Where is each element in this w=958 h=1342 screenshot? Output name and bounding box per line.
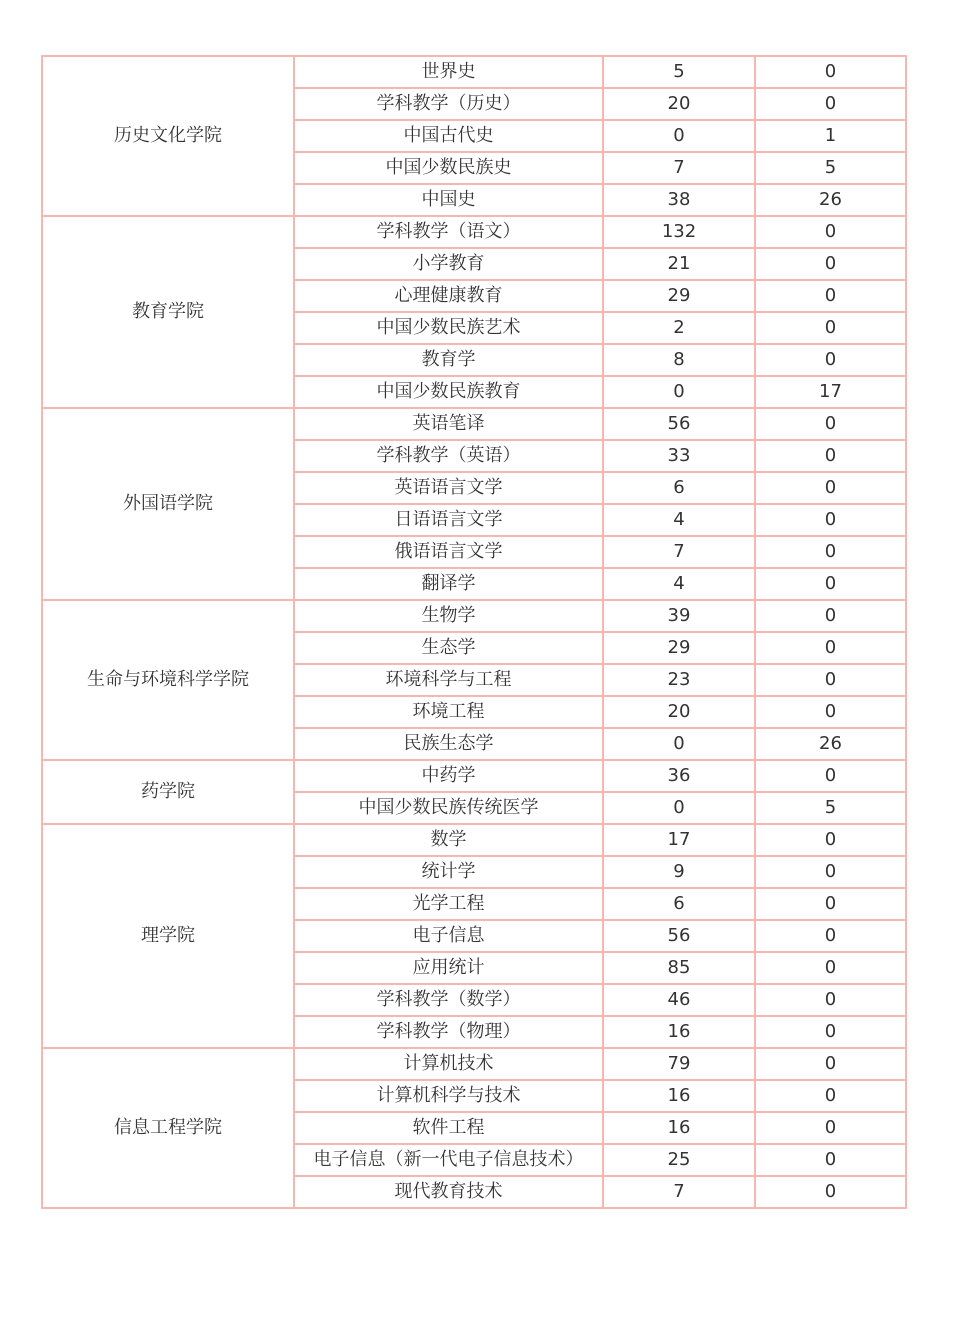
college-name-cell: 历史文化学院 bbox=[42, 56, 294, 216]
count-a-cell: 9 bbox=[603, 856, 755, 888]
count-a-cell: 6 bbox=[603, 888, 755, 920]
major-name-cell: 统计学 bbox=[294, 856, 603, 888]
major-name-cell: 中国少数民族艺术 bbox=[294, 312, 603, 344]
count-a-cell: 56 bbox=[603, 920, 755, 952]
count-b-cell: 0 bbox=[755, 600, 906, 632]
major-name-cell: 学科教学（历史） bbox=[294, 88, 603, 120]
count-a-cell: 20 bbox=[603, 696, 755, 728]
count-b-cell: 0 bbox=[755, 472, 906, 504]
major-name-cell: 数学 bbox=[294, 824, 603, 856]
count-a-cell: 132 bbox=[603, 216, 755, 248]
count-b-cell: 0 bbox=[755, 920, 906, 952]
enrollment-table bbox=[41, 55, 907, 1209]
major-name-cell: 学科教学（数学） bbox=[294, 984, 603, 1016]
major-name-cell: 中药学 bbox=[294, 760, 603, 792]
count-b-cell: 0 bbox=[755, 56, 906, 88]
major-name-cell: 世界史 bbox=[294, 56, 603, 88]
college-name-cell: 理学院 bbox=[42, 824, 294, 1048]
count-a-cell: 0 bbox=[603, 792, 755, 824]
count-b-cell: 0 bbox=[755, 536, 906, 568]
count-a-cell: 29 bbox=[603, 632, 755, 664]
count-b-cell: 17 bbox=[755, 376, 906, 408]
major-name-cell: 中国少数民族教育 bbox=[294, 376, 603, 408]
count-b-cell: 0 bbox=[755, 248, 906, 280]
college-name-cell: 教育学院 bbox=[42, 216, 294, 408]
count-b-cell: 0 bbox=[755, 344, 906, 376]
count-b-cell: 0 bbox=[755, 664, 906, 696]
count-b-cell: 0 bbox=[755, 1112, 906, 1144]
count-a-cell: 38 bbox=[603, 184, 755, 216]
count-a-cell: 0 bbox=[603, 120, 755, 152]
major-name-cell: 电子信息（新一代电子信息技术） bbox=[294, 1144, 603, 1176]
major-name-cell: 生物学 bbox=[294, 600, 603, 632]
table-row bbox=[42, 408, 906, 440]
major-name-cell: 电子信息 bbox=[294, 920, 603, 952]
college-name-cell: 药学院 bbox=[42, 760, 294, 824]
count-a-cell: 29 bbox=[603, 280, 755, 312]
major-name-cell: 计算机科学与技术 bbox=[294, 1080, 603, 1112]
table-row bbox=[42, 1048, 906, 1080]
count-a-cell: 25 bbox=[603, 1144, 755, 1176]
count-a-cell: 36 bbox=[603, 760, 755, 792]
enrollment-table-container bbox=[41, 55, 905, 1209]
major-name-cell: 英语语言文学 bbox=[294, 472, 603, 504]
count-a-cell: 85 bbox=[603, 952, 755, 984]
count-b-cell: 0 bbox=[755, 824, 906, 856]
table-row bbox=[42, 824, 906, 856]
major-name-cell: 生态学 bbox=[294, 632, 603, 664]
count-a-cell: 16 bbox=[603, 1016, 755, 1048]
major-name-cell: 翻译学 bbox=[294, 568, 603, 600]
count-b-cell: 0 bbox=[755, 312, 906, 344]
major-name-cell: 现代教育技术 bbox=[294, 1176, 603, 1208]
count-a-cell: 39 bbox=[603, 600, 755, 632]
major-name-cell: 中国少数民族史 bbox=[294, 152, 603, 184]
count-b-cell: 0 bbox=[755, 984, 906, 1016]
count-a-cell: 4 bbox=[603, 504, 755, 536]
major-name-cell: 学科教学（语文） bbox=[294, 216, 603, 248]
count-a-cell: 5 bbox=[603, 56, 755, 88]
count-b-cell: 0 bbox=[755, 408, 906, 440]
table-row bbox=[42, 216, 906, 248]
count-b-cell: 0 bbox=[755, 952, 906, 984]
count-a-cell: 0 bbox=[603, 376, 755, 408]
count-a-cell: 2 bbox=[603, 312, 755, 344]
table-row bbox=[42, 760, 906, 792]
count-b-cell: 0 bbox=[755, 1144, 906, 1176]
count-a-cell: 46 bbox=[603, 984, 755, 1016]
major-name-cell: 民族生态学 bbox=[294, 728, 603, 760]
count-b-cell: 26 bbox=[755, 184, 906, 216]
major-name-cell: 心理健康教育 bbox=[294, 280, 603, 312]
count-b-cell: 0 bbox=[755, 696, 906, 728]
count-a-cell: 33 bbox=[603, 440, 755, 472]
count-a-cell: 7 bbox=[603, 152, 755, 184]
major-name-cell: 应用统计 bbox=[294, 952, 603, 984]
table-row bbox=[42, 600, 906, 632]
major-name-cell: 小学教育 bbox=[294, 248, 603, 280]
count-a-cell: 79 bbox=[603, 1048, 755, 1080]
major-name-cell: 光学工程 bbox=[294, 888, 603, 920]
count-a-cell: 7 bbox=[603, 1176, 755, 1208]
major-name-cell: 中国少数民族传统医学 bbox=[294, 792, 603, 824]
count-a-cell: 6 bbox=[603, 472, 755, 504]
count-a-cell: 8 bbox=[603, 344, 755, 376]
major-name-cell: 学科教学（物理） bbox=[294, 1016, 603, 1048]
count-b-cell: 0 bbox=[755, 856, 906, 888]
major-name-cell: 环境科学与工程 bbox=[294, 664, 603, 696]
count-b-cell: 0 bbox=[755, 1080, 906, 1112]
major-name-cell: 中国古代史 bbox=[294, 120, 603, 152]
count-a-cell: 56 bbox=[603, 408, 755, 440]
count-b-cell: 0 bbox=[755, 1048, 906, 1080]
count-b-cell: 0 bbox=[755, 88, 906, 120]
major-name-cell: 软件工程 bbox=[294, 1112, 603, 1144]
major-name-cell: 俄语语言文学 bbox=[294, 536, 603, 568]
count-a-cell: 20 bbox=[603, 88, 755, 120]
count-a-cell: 7 bbox=[603, 536, 755, 568]
count-a-cell: 16 bbox=[603, 1112, 755, 1144]
table-row bbox=[42, 56, 906, 88]
major-name-cell: 计算机技术 bbox=[294, 1048, 603, 1080]
major-name-cell: 教育学 bbox=[294, 344, 603, 376]
college-name-cell: 生命与环境科学学院 bbox=[42, 600, 294, 760]
count-b-cell: 0 bbox=[755, 888, 906, 920]
count-b-cell: 0 bbox=[755, 280, 906, 312]
count-a-cell: 4 bbox=[603, 568, 755, 600]
major-name-cell: 环境工程 bbox=[294, 696, 603, 728]
count-b-cell: 0 bbox=[755, 760, 906, 792]
count-a-cell: 0 bbox=[603, 728, 755, 760]
count-b-cell: 5 bbox=[755, 792, 906, 824]
count-a-cell: 23 bbox=[603, 664, 755, 696]
count-b-cell: 1 bbox=[755, 120, 906, 152]
major-name-cell: 学科教学（英语） bbox=[294, 440, 603, 472]
count-b-cell: 0 bbox=[755, 504, 906, 536]
count-b-cell: 0 bbox=[755, 632, 906, 664]
count-a-cell: 17 bbox=[603, 824, 755, 856]
major-name-cell: 日语语言文学 bbox=[294, 504, 603, 536]
count-b-cell: 0 bbox=[755, 216, 906, 248]
college-name-cell: 信息工程学院 bbox=[42, 1048, 294, 1208]
count-a-cell: 21 bbox=[603, 248, 755, 280]
count-b-cell: 0 bbox=[755, 440, 906, 472]
count-b-cell: 5 bbox=[755, 152, 906, 184]
count-b-cell: 0 bbox=[755, 1016, 906, 1048]
count-b-cell: 26 bbox=[755, 728, 906, 760]
count-b-cell: 0 bbox=[755, 1176, 906, 1208]
count-b-cell: 0 bbox=[755, 568, 906, 600]
table-body bbox=[42, 56, 906, 1208]
count-a-cell: 16 bbox=[603, 1080, 755, 1112]
major-name-cell: 英语笔译 bbox=[294, 408, 603, 440]
major-name-cell: 中国史 bbox=[294, 184, 603, 216]
college-name-cell: 外国语学院 bbox=[42, 408, 294, 600]
